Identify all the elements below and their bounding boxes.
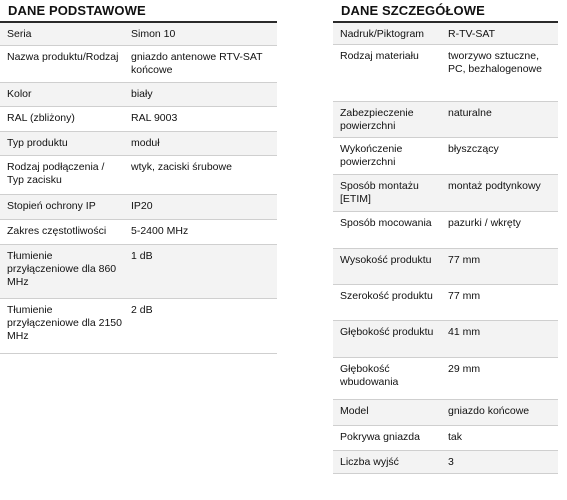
basic-data-heading: DANE PODSTAWOWE (8, 3, 146, 18)
row-value: R-TV-SAT (444, 23, 558, 44)
row-value: tworzywo sztuczne, PC, bezhalogenowe (444, 44, 558, 101)
row-label: RAL (zbliżony) (0, 106, 127, 131)
row-value: Simon 10 (127, 23, 277, 45)
row-value: montaż podtynkowy (444, 174, 558, 211)
row-value: gniazdo antenowe RTV-SAT końcowe (127, 45, 277, 82)
row-label: Głębokość wbudowania (333, 357, 444, 399)
table-row (333, 320, 558, 357)
row-value: 77 mm (444, 284, 558, 320)
row-label: Sposób montażu [ETIM] (333, 174, 444, 211)
row-label: Nadruk/Piktogram (333, 23, 444, 44)
row-label: Szerokość produktu (333, 284, 444, 320)
table-row (333, 174, 558, 211)
table-row (333, 101, 558, 137)
row-label: Model (333, 399, 444, 425)
table-row (0, 131, 277, 155)
table-row (333, 44, 558, 101)
row-value: wtyk, zaciski śrubowe (127, 155, 277, 194)
row-label: Typ produktu (0, 131, 127, 155)
row-label: Głębokość produktu (333, 320, 444, 357)
row-value: 77 mm (444, 248, 558, 284)
row-value: 3 (444, 450, 558, 473)
table-row (0, 244, 277, 298)
row-value: tak (444, 425, 558, 450)
table-row (333, 211, 558, 248)
row-label: Tłumienie przyłączeniowe dla 2150 MHz (0, 298, 127, 353)
detail-data-heading: DANE SZCZEGÓŁOWE (341, 3, 485, 18)
table-row (333, 137, 558, 174)
row-label: Liczba wyjść (333, 450, 444, 473)
row-value: błyszczący (444, 137, 558, 174)
row-label: Seria (0, 23, 127, 45)
table-row (333, 23, 558, 44)
table-row (333, 248, 558, 284)
row-label: Zabezpieczenie powierzchni (333, 101, 444, 137)
row-label: Zakres częstotliwości (0, 219, 127, 244)
row-value: biały (127, 82, 277, 106)
detail-data-table (333, 23, 558, 474)
row-label: Tłumienie przyłączeniowe dla 860 MHz (0, 244, 127, 298)
table-row (0, 82, 277, 106)
row-label: Kolor (0, 82, 127, 106)
row-value: 1 dB (127, 244, 277, 298)
table-row (0, 23, 277, 45)
table-row (0, 219, 277, 244)
row-value: IP20 (127, 194, 277, 219)
table-row (0, 194, 277, 219)
table-row (333, 357, 558, 399)
basic-data-table (0, 23, 277, 354)
row-value: naturalne (444, 101, 558, 137)
row-label: Rodzaj materiału (333, 44, 444, 101)
row-label: Rodzaj podłączenia / Typ zacisku (0, 155, 127, 194)
table-row (333, 450, 558, 473)
row-label: Nazwa produktu/Rodzaj (0, 45, 127, 82)
detail-data-panel (333, 0, 558, 474)
row-label: Wykończenie powierzchni (333, 137, 444, 174)
row-value: 2 dB (127, 298, 277, 353)
table-row (0, 45, 277, 82)
row-label: Stopień ochrony IP (0, 194, 127, 219)
table-row (0, 106, 277, 131)
row-value: moduł (127, 131, 277, 155)
table-row (333, 425, 558, 450)
row-value: 41 mm (444, 320, 558, 357)
table-row (0, 298, 277, 353)
row-label: Pokrywa gniazda (333, 425, 444, 450)
table-row (333, 399, 558, 425)
basic-data-panel (0, 0, 277, 354)
row-label: Sposób mocowania (333, 211, 444, 248)
row-value: gniazdo końcowe (444, 399, 558, 425)
row-value: pazurki / wkręty (444, 211, 558, 248)
row-value: 29 mm (444, 357, 558, 399)
row-value: 5-2400 MHz (127, 219, 277, 244)
table-row (0, 155, 277, 194)
row-value: RAL 9003 (127, 106, 277, 131)
row-label: Wysokość produktu (333, 248, 444, 284)
table-row (333, 284, 558, 320)
